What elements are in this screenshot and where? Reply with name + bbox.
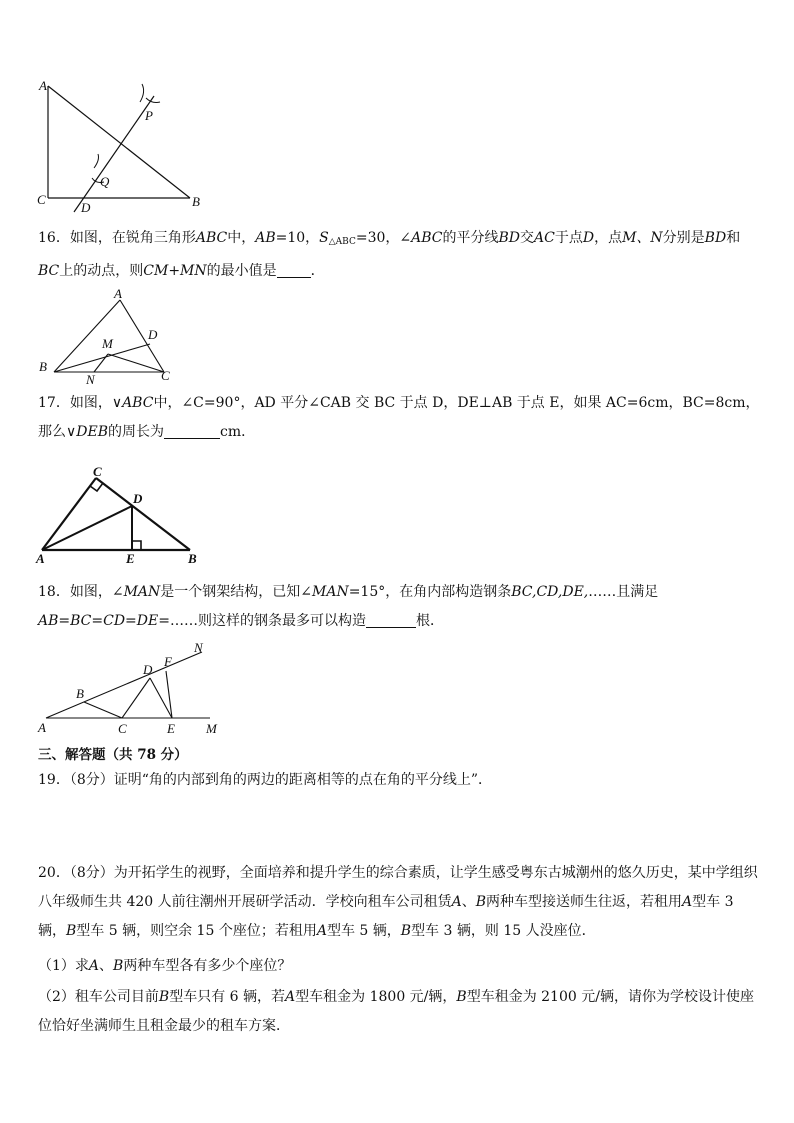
q16-area-s: S [319,230,329,246]
label-n: N [86,372,95,387]
figure-17-svg [34,462,210,568]
label-c: C [118,721,127,736]
q20-type-b: B [158,989,170,1005]
question-20-part-2 [38,983,760,1041]
ray-an [46,652,202,718]
segment-mn [94,354,108,372]
segment-ad [42,506,132,550]
q20-text: 型车 5 辆，则空余 15 个座位；若租用 [76,923,317,939]
question-20-part-1 [38,952,760,981]
q16-text: ，点 [594,230,623,246]
q20-part1-text: 、 [99,958,114,974]
label-e: E [126,551,135,566]
q20-type-b: B [66,923,77,939]
segment-ac [42,478,96,550]
q16-mn: M、N [622,230,663,246]
q16-text: 如图，在锐角三角形 [69,230,196,246]
q18-angle-man: MAN [312,584,349,600]
segment-cm [108,354,164,372]
q20-text: 20．（8分）为开拓学生的视野，全面培养和提升学生的综合素质，让学生感受粤东古城潮州的悠久历史，某中学组织八年级师生共 420 人前往潮州开展研学活动．学校向租车公司租赁 [38,865,758,910]
bar-de [150,678,172,718]
q20-part2-text: （2）租车公司目前 [38,989,159,1005]
label-p: P [145,108,153,123]
label-d: D [148,327,158,342]
figure-18 [34,640,234,740]
q20-text: 型车 3辆， [38,894,734,939]
label-a: A [36,551,45,566]
figure-16-svg [36,286,186,386]
q17-unit: cm． [219,424,256,440]
question-18 [38,578,760,636]
segment-ac [120,300,164,372]
label-n: N [194,640,203,655]
label-d: D [81,200,91,215]
answer-blank-17[interactable] [164,424,220,439]
q20-type-a: A [316,923,327,939]
q16-text: 的平分线 [442,230,499,246]
q20-type-b: B [456,989,467,1005]
question-20 [38,859,760,946]
q20-part1-text: （1）求 [38,958,89,974]
q20-type-a: A [88,958,100,974]
q18-angle-man: MAN [123,584,161,600]
answer-blank-18[interactable] [366,613,416,628]
q20-text: 、 [461,894,476,910]
right-angle-e [132,541,141,550]
label-d: D [133,491,143,506]
q20-part1-text: 两种车型各有多少个座位？ [123,958,292,974]
q16-bd: BD [498,230,521,246]
q18-text: 根． [415,613,444,629]
q16-text: 的最小值是 [206,263,277,279]
segment-cb [96,478,190,550]
q16-text: 分别是 [662,230,705,246]
q16-text: =30，∠ [355,230,412,246]
q17-triangle-deb: ∨DEB [66,424,108,440]
q17-text: 中，∠C=90°，AD 平分∠CAB 交 BC 于点 D，DE⊥AB 于点 E，如果 AC=6cm，BC=8cm，那么 [38,395,760,440]
q20-part2-text: 型车租金为 1800 元/辆， [295,989,457,1005]
label-q: Q [100,174,110,189]
q16-bc: BC [38,263,60,279]
label-c: C [161,368,170,383]
q16-area-subscript: △ABC [328,237,356,247]
label-e: E [167,721,175,736]
label-b: B [188,551,197,566]
arc-p-2 [146,98,160,103]
q16-text: 于点 [554,230,583,246]
label-d: D [143,662,153,677]
question-17 [38,389,760,447]
q16-d: D [582,230,595,246]
bar-ef [166,671,172,718]
label-m: M [102,336,113,351]
bar-bc [84,702,122,718]
label-a: A [114,286,122,301]
q17-text: 如图， [69,395,112,411]
label-f: F [164,654,172,669]
q20-type-a: A [682,894,693,910]
label-b: B [76,686,84,701]
q20-type-a: A [451,894,462,910]
q20-type-b: B [400,923,412,939]
q16-text: 上的动点，则 [59,263,144,279]
q18-text: =15°，在角内部构造钢条 [348,584,512,600]
answer-blank-16[interactable] [277,263,311,278]
q18-equation: AB=BC=CD=DE= [38,613,170,629]
segment-ab [48,86,190,198]
figure-16 [36,286,186,386]
q16-bd: BD [704,230,727,246]
label-a: A [39,78,47,93]
q16-expression: CM+MN [143,263,207,279]
q18-text: 是一个钢架结构，已知∠ [160,584,312,600]
q18-text: 如图，∠ [69,584,124,600]
section-3-title: 三、解答题（共 78 分） [38,747,188,763]
figure-15-svg [34,76,224,218]
q20-type-a: A [285,989,296,1005]
q18-number: 18． [38,584,70,600]
label-m: M [206,721,217,736]
q18-text: ……则这样的钢条最多可以构造 [169,613,366,629]
q17-number: 17． [38,395,70,411]
question-19: 19．（8分）证明“角的内部到角的两边的距离相等的点在角的平分线上”． [38,772,493,788]
q20-type-b: B [475,894,487,910]
q18-bars: BC,CD,DE, [511,584,589,600]
q20-part2-text: 型车只有 6 辆，若 [169,989,286,1005]
arc-p-1 [140,84,144,102]
q16-ab: AB [255,230,276,246]
arc-q-1 [94,154,99,168]
q20-text: 型车 5 辆， [326,923,401,939]
q16-number: 16． [38,230,70,246]
label-b: B [192,194,200,209]
q16-text: 交 [520,230,535,246]
question-16 [38,224,760,286]
q20-text: 两种车型接送师生往返，若租用 [486,894,683,910]
q18-text: ……且满足 [588,584,659,600]
figure-15 [34,76,224,218]
q17-triangle-abc: ∨ABC [111,395,154,411]
label-a: A [38,720,46,735]
q16-text: 中， [227,230,256,246]
q16-ac: AC [534,230,555,246]
q20-part2-text: 型车租金为 2100 元/辆，请你为学校设计使座位恰好坐满师生且租金最少的租车方案． [38,989,754,1034]
figure-17 [34,462,210,568]
q16-text: ． [310,263,325,279]
bisector-line [74,96,154,212]
figure-18-svg [34,640,234,740]
q17-text: 的周长为 [107,424,164,440]
q16-abc: ABC [411,230,443,246]
q16-abc: ABC [195,230,228,246]
label-b: B [39,359,47,374]
q20-type-b: B [113,958,124,974]
label-c: C [93,464,102,479]
q16-text: 和 [726,230,741,246]
q16-text: =10， [275,230,320,246]
label-c: C [37,192,46,207]
q20-text: 型车 3 辆，则 15 人没座位． [411,923,596,939]
